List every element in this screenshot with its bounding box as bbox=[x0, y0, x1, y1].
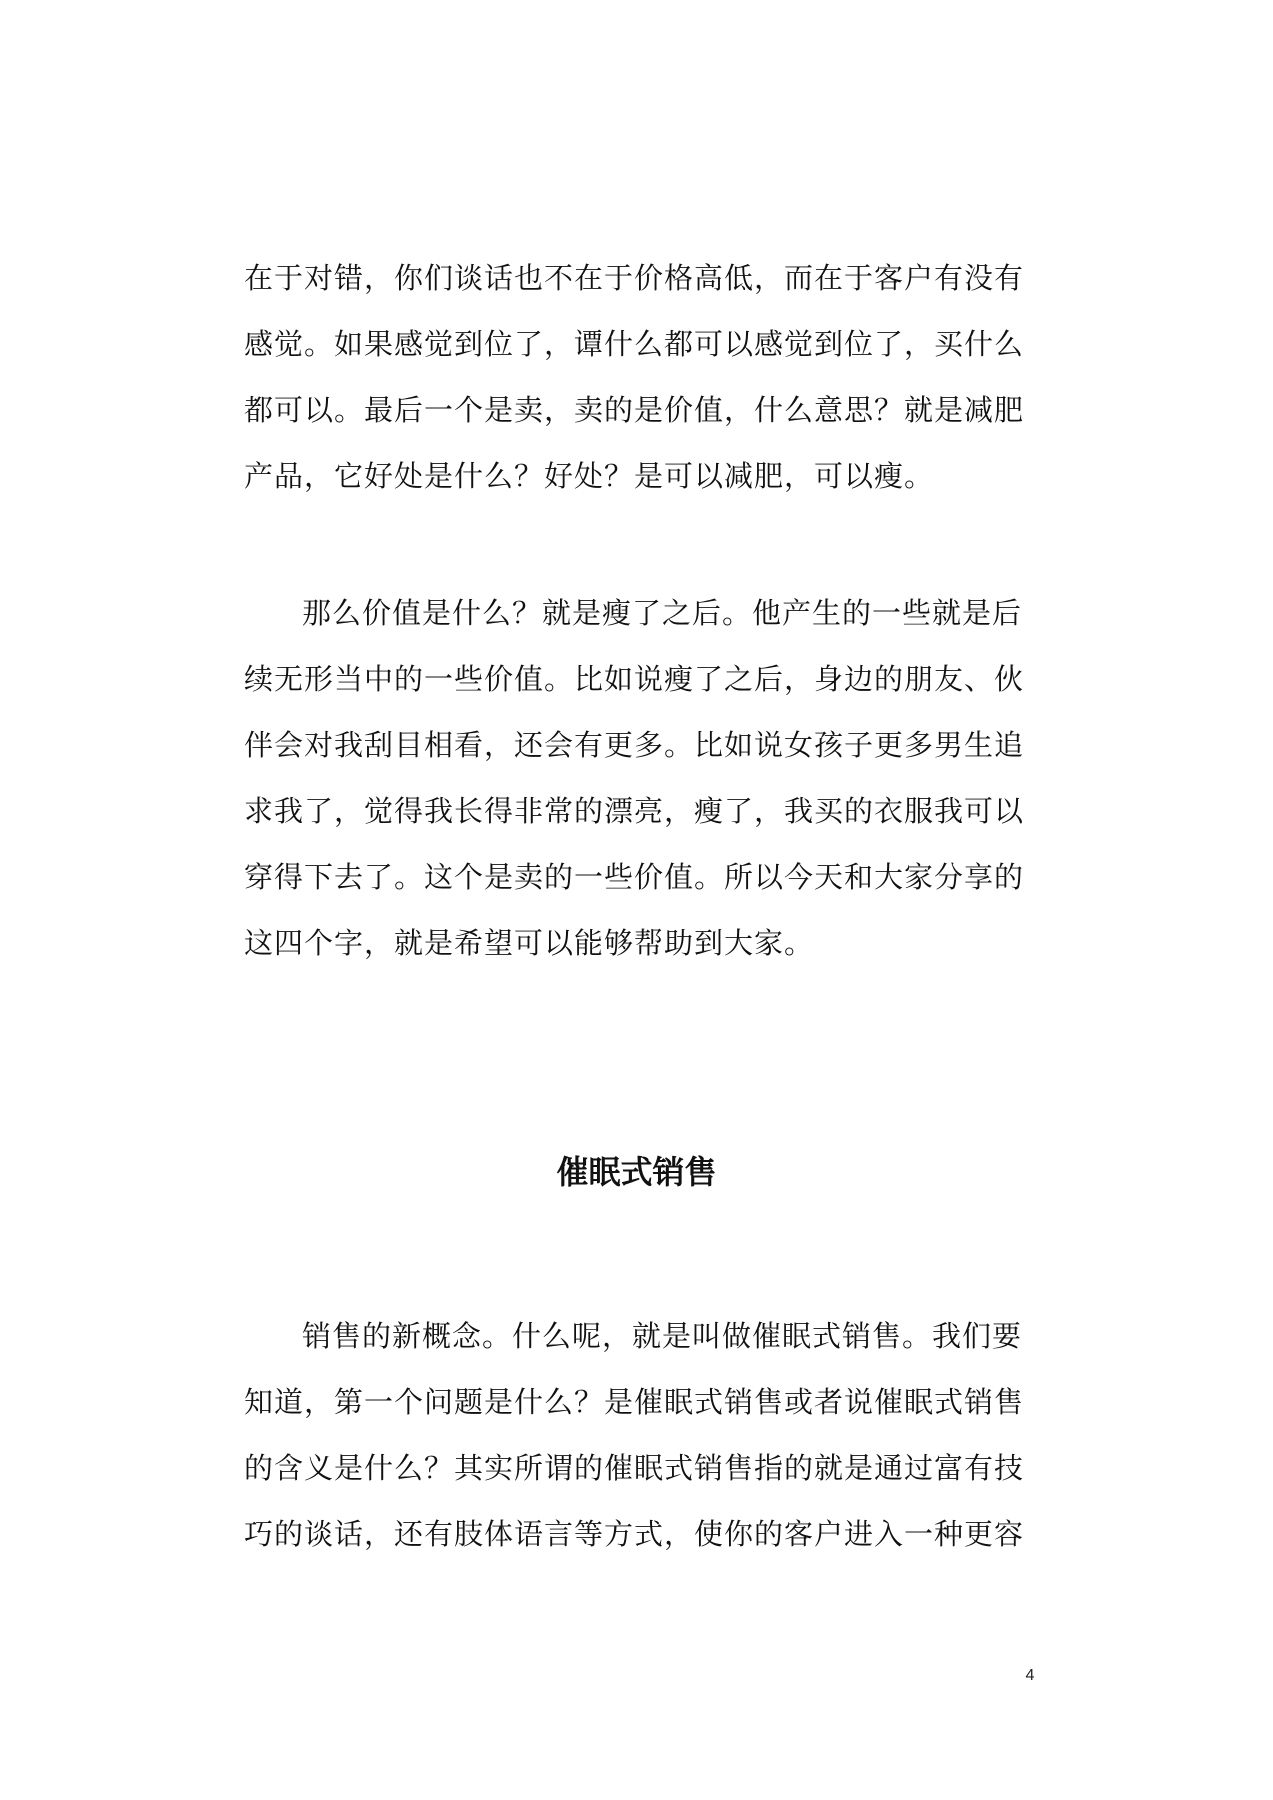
paragraph-2-line-5: 穿得下去了。这个是卖的一些价值。所以今天和大家分享的 bbox=[244, 860, 1025, 894]
paragraph-3-line-3: 的含义是什么？其实所谓的催眠式销售指的就是通过富有技 bbox=[244, 1451, 1025, 1485]
section-heading: 催眠式销售 bbox=[556, 1153, 717, 1191]
paragraph-2-line-2: 续无形当中的一些价值。比如说瘦了之后，身边的朋友、伙 bbox=[244, 662, 1025, 696]
paragraph-1-line-1: 在于对错，你们谈话也不在于价格高低，而在于客户有没有 bbox=[244, 261, 1025, 295]
paragraph-2-line-4: 求我了，觉得我长得非常的漂亮，瘦了，我买的衣服我可以 bbox=[244, 794, 1025, 828]
paragraph-3-line-4: 巧的谈话，还有肢体语言等方式，使你的客户进入一种更容 bbox=[244, 1517, 1025, 1551]
paragraph-2-line-3: 伴会对我刮目相看，还会有更多。比如说女孩子更多男生追 bbox=[244, 728, 1025, 762]
paragraph-3-line-2: 知道，第一个问题是什么？是催眠式销售或者说催眠式销售 bbox=[244, 1385, 1025, 1419]
paragraph-2-line-1: 那么价值是什么？就是瘦了之后。他产生的一些就是后 bbox=[302, 596, 1023, 630]
page-number: 4 bbox=[1025, 1667, 1035, 1684]
paragraph-1-line-3: 都可以。最后一个是卖，卖的是价值，什么意思？就是减肥 bbox=[244, 393, 1025, 427]
paragraph-1-line-2: 感觉。如果感觉到位了，谭什么都可以感觉到位了，买什么 bbox=[244, 327, 1025, 361]
paragraph-1-line-4: 产品，它好处是什么？好处？是可以减肥，可以瘦。 bbox=[244, 459, 935, 493]
paragraph-2-line-6: 这四个字，就是希望可以能够帮助到大家。 bbox=[244, 926, 815, 960]
paragraph-3-line-1: 销售的新概念。什么呢，就是叫做催眠式销售。我们要 bbox=[302, 1319, 1023, 1353]
